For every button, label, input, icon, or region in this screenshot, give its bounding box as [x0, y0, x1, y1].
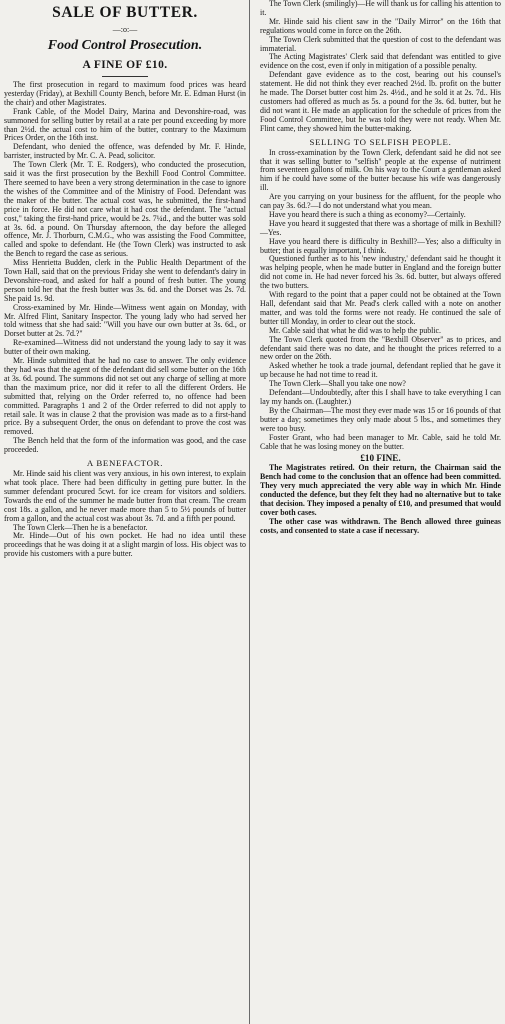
paragraph: The Town Clerk (smilingly)—He will thank us for calling his attention to it.	[260, 0, 501, 17]
paragraph: The first prosecution in regard to maximum food prices was heard yesterday (Friday), at Bexhill County Bench, before Mr. E. Edman Hurst (in the chair) and other Magistrates.	[4, 80, 246, 107]
paragraph: The Town Clerk—Shall you take one now?	[269, 379, 406, 389]
paragraph: The Town Clerk quoted from the "Bexhill Observer" as to prices, and defendant said there was no date, and he thought the prices referred to a new order on the 26th.	[260, 334, 501, 362]
paragraph: Mr. Cable said that what he did was to help the public.	[269, 325, 442, 335]
paragraph: Defendant, who denied the offence, was defended by Mr. F. Hinde, barrister, instructed by Mr. C. A. Pead, solicitor.	[4, 142, 246, 161]
short-rule	[102, 76, 148, 77]
fine-headline: A FINE OF £10.	[82, 59, 168, 71]
paragraph: The Town Clerk—Then he is a benefactor.	[13, 522, 148, 532]
column-right	[253, 0, 505, 1024]
paragraph: Have you heard it suggested that there was a shortage of milk in Bexhill?—Yes.	[260, 218, 501, 237]
paragraph: The Acting Magistrates' Clerk said that defendant was entitled to give evidence on the cost, even if only in mitigation of a possible penalty.	[260, 52, 501, 71]
paragraph: Have you heard there is difficulty in Bexhill?—Yes; also a difficulty in butter; that is equally important, I think.	[260, 236, 501, 255]
paragraph: Re-examined—Witness did not understand the young lady to say it was butter of their own making.	[4, 338, 246, 357]
paragraph: Defendant—Undoubtedly, after this I shall have to take everything I can lay my hands on. (Laughter.)	[260, 388, 501, 406]
paragraph: Cross-examined by Mr. Hinde—Witness went again on Monday, with Mr. Alfred Flint, Sanitary Inspector. The young lady who had served her told witness that she had said: "Will you have our own butter at 3s. 6d., or Dorset butter at 2s. 7d.?"	[4, 302, 246, 339]
headline: SALE OF BUTTER.	[52, 4, 198, 21]
paragraph: The Bench held that the form of the information was good, and the case proceeded.	[4, 436, 246, 455]
paragraph: Mr. Hinde said his client saw in the "Daily Mirror" on the 16th that regulations would come in force on the 26th.	[260, 16, 501, 35]
paragraph: Frank Cable, of the Model Dairy, Marina and Devonshire-road, was summoned for selling butter by retail at a rate per pound exceeding by more than 2½d. the actual cost to him of the butter, contrary to the Maximum Prices Order, on the 16th inst.	[4, 106, 246, 143]
paragraph: Are you carrying on your business for the affluent, for the people who can pay 3s. 6d.?—I do not understand what you mean.	[260, 192, 501, 211]
subheadline: Food Control Prosecution.	[47, 38, 203, 53]
section-heading-benefactor: A BENEFACTOR.	[86, 458, 164, 469]
column-left	[0, 0, 250, 1024]
paragraph: Foster Grant, who had been manager to Mr. Cable, said he told Mr. Cable that he was losing money on the butter.	[260, 432, 501, 451]
paragraph: In cross-examination by the Town Clerk, defendant said he did not see that it was selling butter to "selfish" people at the expense of nutriment from seventeen gallons of milk. On his way to the Court a gentleman asked him if he could have some of the butter because his wife was dangerously ill.	[260, 147, 501, 193]
paragraph: The Town Clerk submitted that the question of cost to the defendant was immaterial.	[260, 34, 501, 53]
paragraph: By the Chairman—The most they ever made was 15 or 16 pounds of that butter a day; sometimes they only made about 5 lbs., and sometimes they were too busy.	[260, 405, 501, 433]
paragraph: Mr. Hinde said his client was very anxious, in his own interest, to explain what took place. There had been difficulty in getting pure butter. In the summer defendant procured 5cwt. for ice cream for visitors and soldiers. Towards the end of the summer he made butter from that cream. The cream cost 18s. a gallon, and he never made more than 5 to 5½ pounds of butter from a gallon, and the actual cost was about 3s. 7d. and a fifth per pound.	[4, 469, 246, 523]
section-heading-selfish: SELLING TO SELFISH PEOPLE.	[309, 136, 452, 147]
paragraph: Questioned further as to his 'new industry,' defendant said he thought it was helping people, when he made butter in England and the foreign butter did not come in. He had never forced his 3s. 6d. butter, but always offered the two butters.	[260, 254, 501, 291]
paragraph: The other case was withdrawn. The Bench allowed three guineas costs, and consented to state a case if necessary.	[260, 516, 501, 535]
paragraph: The Magistrates retired. On their return, the Chairman said the Bench had come to the conclusion that an offence had been committed. They very much appreciated the very able way in which Mr. Hinde conducted the defence, but they felt they had no alternative but to take that decision. They imposed a penalty of £10, and presumed that would cover both cases.	[260, 463, 501, 517]
paragraph: With regard to the point that a paper could not be obtained at the Town Hall, defendant said that Mr. Pead's clerk called with a note on another matter, and was told the forms were not ready. He continued the sale of butter till Monday, in order to clear out the stock.	[260, 290, 501, 326]
paragraph: Miss Henrietta Budden, clerk in the Public Health Department of the Town Hall, said that on the previous Friday she went to defendant's dairy in Devonshire-road, and asked for half a pound of fresh butter. The young person told her that the fresh butter was 3s. 6d. and the Dorset was 2s. 7d. She paid 1s. 9d.	[4, 258, 246, 303]
paragraph: Asked whether he took a trade journal, defendant replied that he gave it up because he had not time to read it.	[260, 361, 501, 380]
paragraph: Mr. Hinde submitted that he had no case to answer. The only evidence they had was that the agent of the defendant did sell some butter on the 16th at 3s. 6d. pound. The summons did not set out any charge of selling at more than the maximum price, nor did it refer to all the different Orders. He submitted that, relying on the Order referred to, no offence had been committed. Paragraphs 1 and 2 of the Order referred to did not apply to retail sale. It was in clause 2 that the provision was made as to a first-hand price. By a subsequent Order, the onus on defendant to prove the cost was removed.	[4, 356, 246, 437]
paragraph: The Town Clerk (Mr. T. E. Rodgers), who conducted the prosecution, said it was the first prosecution by the Bexhill Food Control Committee. There seemed to have been a very strong determination in the case to ignore the wishes of the Committee and of the Ministry of Food. Defendant was the maker of the butter. The actual cost was, he submitted, the first-hand price in force. He did not care what it had cost the defendant. The "actual cost," taking the first-hand price, would be 2s. 7¼d., and the butter was sold at 3s. 6d. a pound. On Thursday afternoon, the day before the alleged offence, Mr. J. Thorburn, C.M.G., who was assisting the Food Committee, called and spoke to defendant. He (the Town Clerk) was instructed to ask the Bench to regard the case as serious.	[4, 160, 246, 259]
section-heading-fine: £10 FINE.	[360, 453, 401, 464]
paragraph: Defendant gave evidence as to the cost, bearing out his counsel's statement. He did not think they ever reached 2½d. lb. profit on the butter he made. The Dorset butter cost him 2s. 4½d., and he sold it at 2s. 7d.. His customers had offered as much as 5s. a pound for the 3s. 6d. butter, but he did not want it. He made an application for the schedule of prices from the Food Control Committee, but he was told they were not ready. When Mr. Flint came, they showed him the butter-making.	[260, 70, 501, 133]
ornament-divider: —:o:—	[112, 25, 138, 34]
paragraph: Have you heard there is such a thing as economy?—Certainly.	[269, 209, 466, 219]
paragraph: Mr. Hinde—Out of his own pocket. He had no idea until these proceedings that he was doing it at a slight margin of loss. His object was to provide his customers with a pure butter.	[4, 531, 246, 559]
